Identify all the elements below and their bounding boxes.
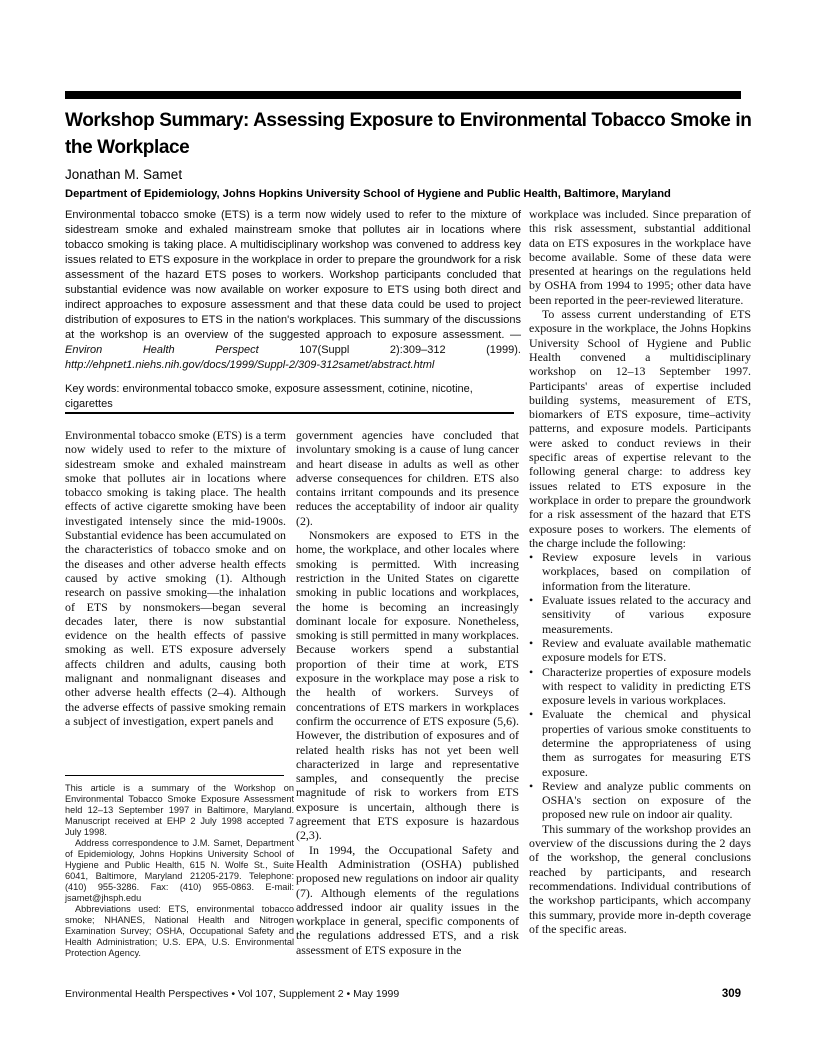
paragraph: Abbreviations used: ETS, environmental tobacco smoke; NHANES, National Health and Nitrogen Examination Survey; OSHA, Occupational Safety and Health Administration; U.S. EPA, U.S. Environmental Protection Agency. — [65, 904, 294, 958]
footnote-block — [65, 783, 294, 959]
page-footer — [65, 988, 741, 1000]
paragraph: In 1994, the Occupational Safety and Health Administration (OSHA) published proposed new regulations on indoor air quality (7). Although elements of the regulations addressed indoor air quality issues in the workplace in general, specific components of the regulations addressed ETS, and a risk assessment of ETS exposure in the — [296, 842, 519, 957]
author-name: Jonathan M. Samet — [65, 167, 183, 182]
paragraph: Environmental tobacco smoke (ETS) is a term now widely used to refer to the mixture of sidestream smoke and exhaled mainstream smoke that pollutes air in locations where tobacco smoking is taking place. The health effects of active cigarette smoking have been investigated intensely since the mid-1900s. Substantial evidence has been accumulated on the characteristics of tobacco smoke and on the diseases and other adverse health effects caused by active smoking (1). Although research on passive smoking—the inhalation of ETS by nonsmokers—began several decades later, there is now substantial evidence on the health effects of passive smoking as well. ETS exposure adversely affects children and adults, causing both malignant and nonmalignant diseases and other adverse health effects (2–4). Although the adverse effects of passive smoking remain a subject of investigation, expert panels and — [65, 428, 286, 728]
bullet-text: Review and evaluate available mathematic exposure models for ETS. — [542, 635, 751, 665]
page-number: 309 — [721, 988, 741, 1000]
bullet-icon: • — [529, 778, 534, 793]
keywords: Key words: environmental tobacco smoke, exposure assessment, cotinine, nicotine, cigarettes — [65, 383, 473, 410]
body-column-1 — [65, 428, 286, 728]
top-rule-bar — [65, 91, 741, 99]
bullet-text: Evaluate issues related to the accuracy and sensitivity of various exposure measurements. — [542, 593, 751, 636]
bullet-item — [529, 779, 751, 822]
citation-journal: Environ Health Perspect — [65, 344, 259, 356]
paragraph: Address correspondence to J.M. Samet, Department of Epidemiology, Johns Hopkins University School of Hygiene and Public Health, 615 N. Wolfe St., Suite 6041, Baltimore, Maryland 21205-2179. Telephone: (410) 955-3286. Fax: (410) 955-0863. E-mail: jsamet@jhsph.edu — [65, 838, 294, 903]
col3-paragraphs-top — [529, 207, 751, 550]
bullet-text: Characterize properties of exposure models with respect to validity in predicting ETS exposure levels in various workplaces. — [542, 664, 751, 708]
citation-url: http://ehpnet1.niehs.nih.gov/docs/1999/Suppl-2/309-312samet/abstract.html — [65, 359, 435, 371]
bullet-item — [529, 593, 751, 636]
footnote-rule — [65, 775, 284, 776]
charge-bullet-list — [529, 550, 751, 822]
col3-paragraphs-bottom — [529, 822, 751, 936]
bullet-text: Review and analyze public comments on OSHA's section on exposure of the proposed new rule on indoor air quality. — [542, 778, 751, 822]
abstract-paragraph — [65, 208, 521, 373]
bullet-text: Evaluate the chemical and physical properties of various smoke constituents to determine the appropriateness of using them as surrogates for measuring ETS exposure. — [542, 707, 751, 779]
bullet-icon: • — [529, 635, 534, 650]
bullet-item — [529, 636, 751, 665]
bullet-item — [529, 665, 751, 708]
paragraph: workplace was included. Since preparation of this risk assessment, substantial additional data on ETS exposures in the workplace have become available. Some of these data were presented at hearings on the regulations held by OSHA from 1994 to 1995; other data have been reported in the peer-reviewed literature. — [529, 207, 751, 307]
paragraph: To assess current understanding of ETS exposure in the workplace, the Johns Hopkins University School of Hygiene and Public Health convened a multidisciplinary workshop on 12–13 September 1997. Participants' areas of expertise included building systems, measurement of ETS, biomarkers of ETS exposure, time–activity patterns, and exposure models. Participants were asked to conduct reviews in their specific areas of expertise relevant to the following general charge: to address key issues related to ETS exposure in the workplace in order to prepare the groundwork for a risk assessment of the hazard that ETS exposure poses to workers. The elements of the charge include the following: — [529, 307, 751, 550]
journal-volume-line: Environmental Health Perspectives • Vol 107, Supplement 2 • May 1999 — [65, 988, 400, 1000]
bullet-icon: • — [529, 664, 534, 679]
paragraph: Nonsmokers are exposed to ETS in the home, the workplace, and other locales where smoking is permitted. With increasing restriction in the United States on cigarette smoking in public locations and workplaces, the home is becoming an increasingly dominant locale for exposure. Nonetheless, smoking is still permitted in many workplaces. Because workers spend a substantial proportion of their time at work, ETS exposure in the workplace may pose a risk to the health of workers. Surveys of concentrations of ETS markers in workplaces confirm the occurrence of ETS exposure (5,6). However, the distribution of exposures and of related health risks has not yet been well characterized in large and representative samples, and consequently the precise magnitude of risk to workers from ETS exposure is uncertain, although there is agreement that ETS exposure is hazardous (2,3). — [296, 528, 519, 843]
bullet-icon: • — [529, 593, 534, 608]
citation-detail: 107(Suppl 2):309–312 (1999). — [258, 344, 521, 356]
abstract-bottom-rule — [65, 412, 514, 414]
paragraph: This article is a summary of the Workshop on Environmental Tobacco Smoke Exposure Assessment held 12–13 September 1997 in Baltimore, Maryland. Manuscript received at EHP 2 July 1998 accepted 7 July 1998. — [65, 783, 294, 837]
bullet-icon: • — [529, 707, 534, 722]
body-column-2 — [296, 428, 519, 957]
paragraph: government agencies have concluded that involuntary smoking is a cause of lung cancer and heart disease in adults as well as other adverse consequences for children. ETS also contains irritant compounds and its presence reduces the acceptability of indoor air quality (2). — [296, 428, 519, 528]
bullet-icon: • — [529, 550, 534, 565]
bullet-item — [529, 707, 751, 778]
paragraph: This summary of the workshop provides an overview of the discussions during the 2 days of the workshop, the general conclusions reached by participants, and research recommendations. Individual contributions of the workshop participants, which accompany this summary, provide more in-depth coverage of the specific areas. — [529, 821, 751, 936]
bullet-item — [529, 550, 751, 593]
bullet-text: Review exposure levels in various workplaces, based on compilation of information from the literature. — [542, 550, 751, 593]
abstract-block — [65, 208, 521, 412]
author-affiliation: Department of Epidemiology, Johns Hopkins University School of Hygiene and Public Health, Baltimore, Maryland — [65, 188, 671, 200]
article-title: Workshop Summary: Assessing Exposure to Environmental Tobacco Smoke in the Workplace — [65, 110, 752, 158]
body-column-3 — [529, 207, 751, 936]
abstract-text: Environmental tobacco smoke (ETS) is a term now widely used to refer to the mixture of sidestream smoke and exhaled mainstream smoke that pollutes air in locations where tobacco smoking is taking place. A multidisciplinary workshop was convened to address key issues related to ETS exposure in the workplace in order to prepare the groundwork for a risk assessment of the hazard ETS poses to workers. Workshop participants concluded that substantial evidence was now available on worker exposure to ETS using both direct and indirect approaches to exposure assessment and that these data could be used to project distribution of exposures to ETS in the nation's workplaces. This summary of the discussions at the workshop is an overview of the suggested approach to exposure assessment. — — [65, 209, 521, 341]
